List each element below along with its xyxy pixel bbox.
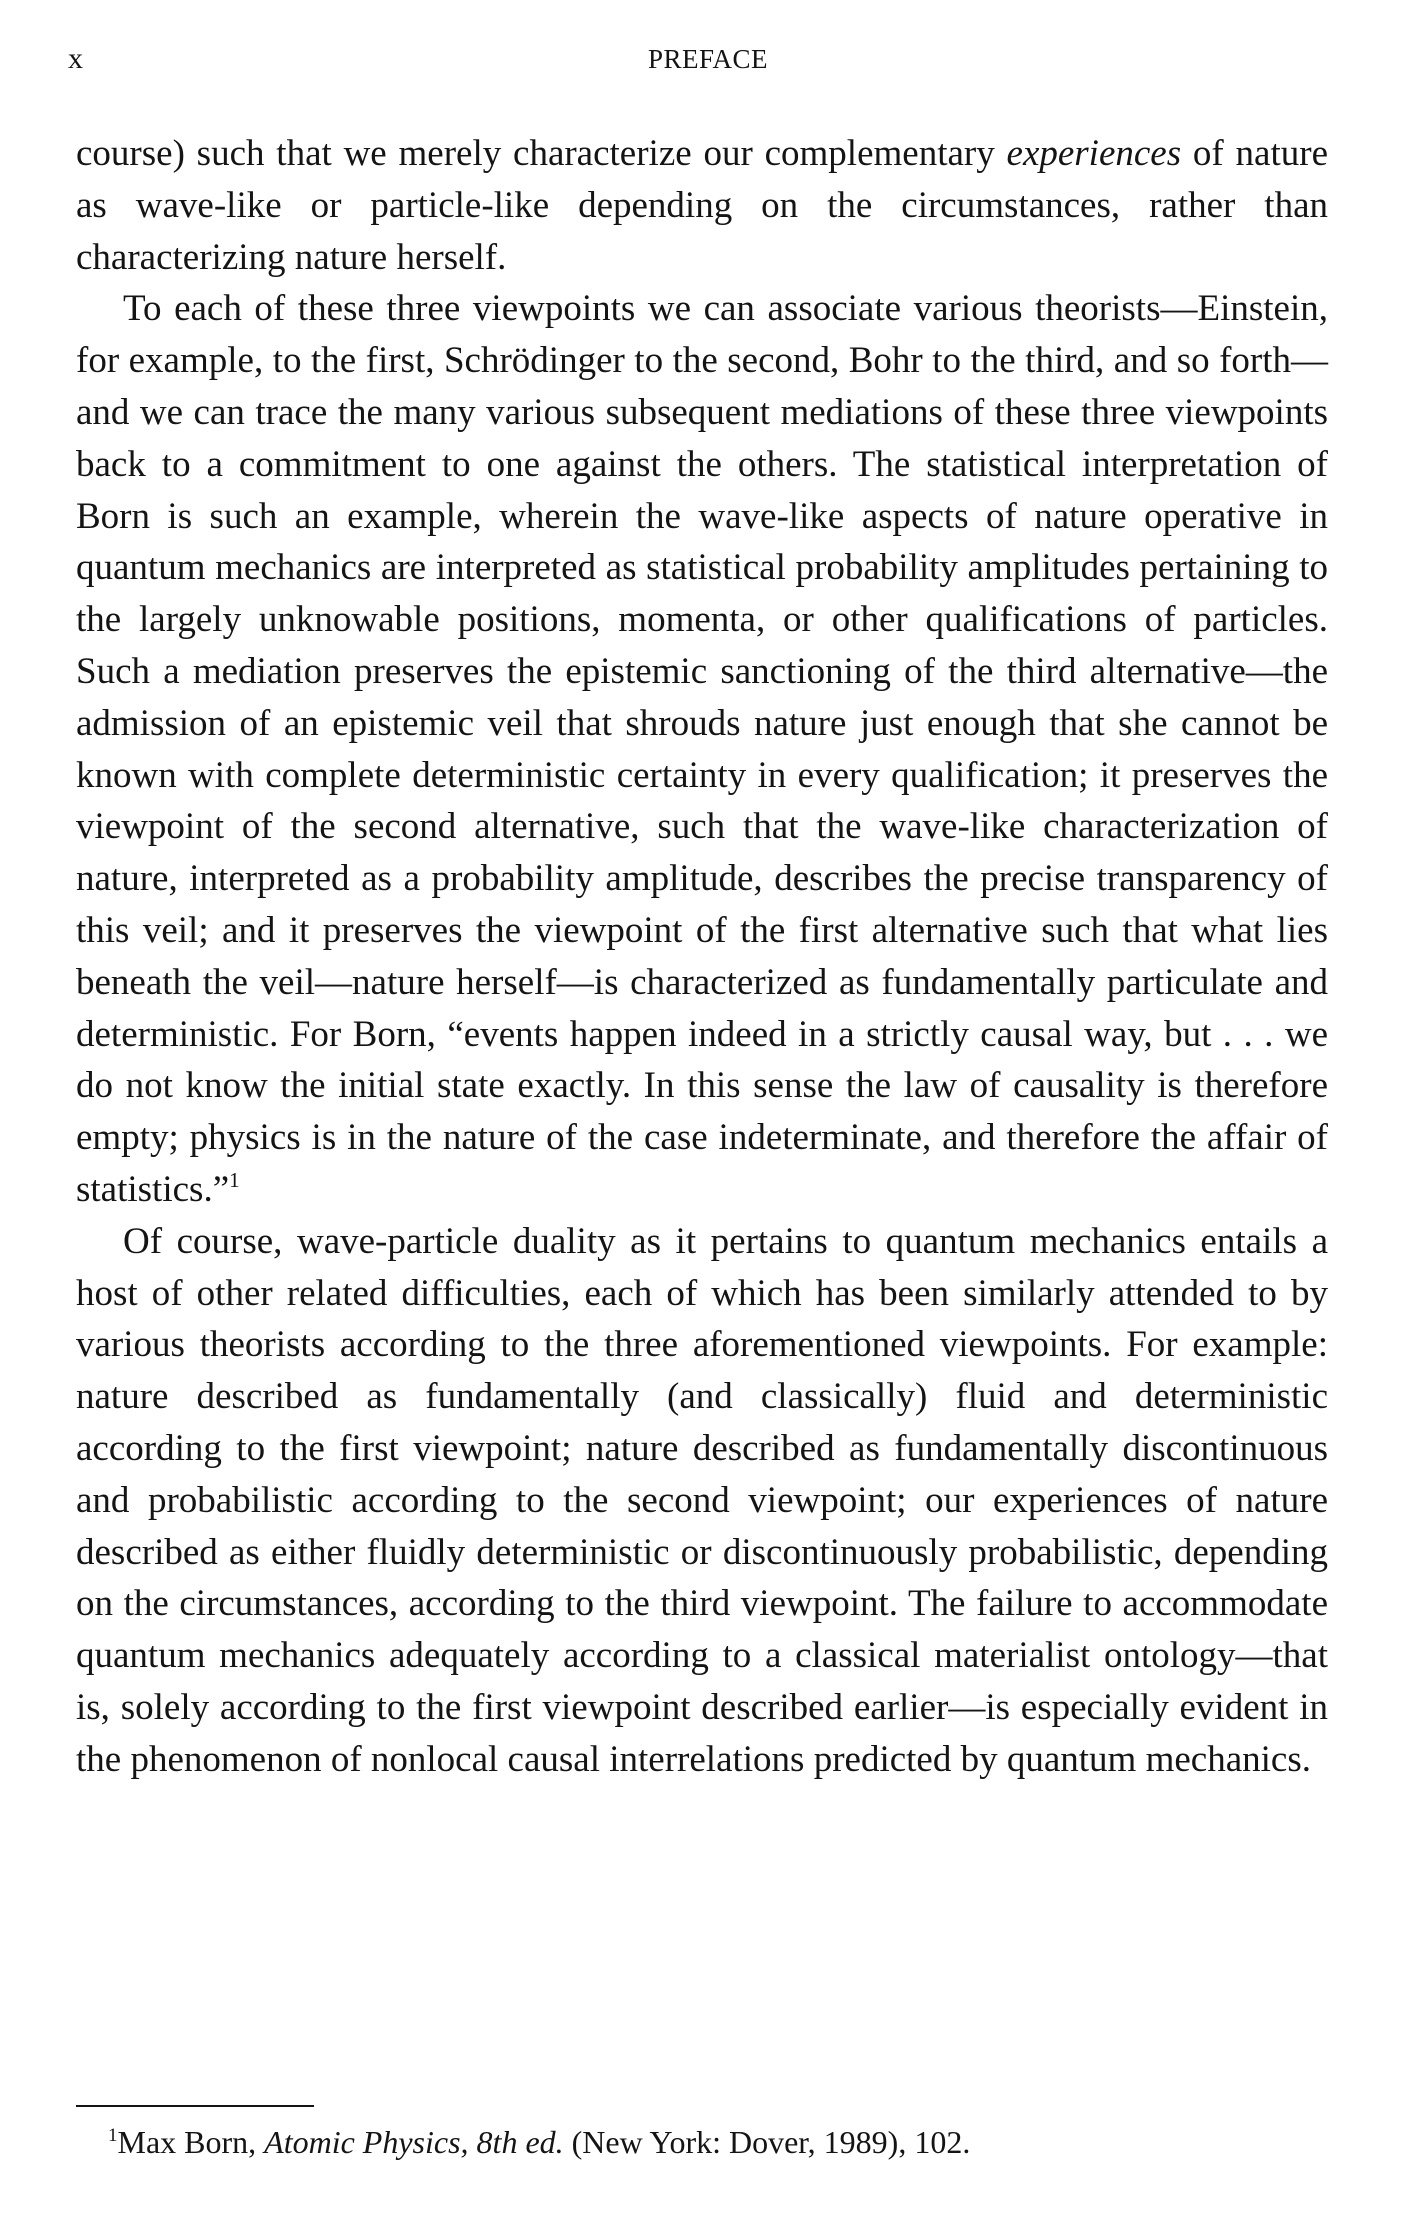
paragraph-born-interpretation (76, 283, 1328, 1215)
emphasis-text: experiences (1006, 133, 1182, 174)
paragraph-text: course) such that we merely characterize our complementary (76, 133, 1007, 174)
footnote-divider (76, 2105, 314, 2107)
page-number: x (68, 42, 83, 75)
running-title: PREFACE (647, 44, 769, 74)
paragraph-continued (76, 128, 1328, 283)
footnote (108, 2122, 1328, 2162)
body-text (76, 128, 1328, 1786)
footnote-publication: (New York: Dover, 1989), 102. (563, 2124, 971, 2160)
footnote-author: Max Born, (117, 2124, 265, 2160)
running-head (68, 42, 1348, 76)
footnote-title: Atomic Physics, 8th ed. (264, 2124, 564, 2160)
paragraph-wave-particle-duality (76, 1216, 1328, 1786)
footnote-reference[interactable]: 1 (229, 1167, 240, 1192)
paragraph-text: To each of these three viewpoints we can associate various theorists—Einstein, for example, to the first, Schrödinger to the second, Bohr to the third, and so forth—and we can trace the many various subsequent mediations of these three viewpoints back to a commitment to one against the others. The statistical interpretation of Born is such an example, wherein the wave-like aspects of nature operative in quantum mechanics are interpreted as statistical probability amplitudes pertaining to the largely unknowable positions, momenta, or other qualifications of particles. Such a mediation preserves the epistemic sanctioning of the third alternative—the admission of an epistemic veil that shrouds nature just enough that she cannot be known with complete deterministic certainty in every qualification; it preserves the viewpoint of the second alternative, such that the wave-like characterization of nature, interpreted as a probability amplitude, describes the precise transparency of this veil; and it preserves the viewpoint of the first alternative such that what lies beneath the veil—nature herself—is characterized as fundamentally particulate and deterministic. For Born, “events happen indeed in a strictly causal way, but . . . we do not know the initial state exactly. In this sense the law of causality is therefore empty; physics is in the nature of the case indeterminate, and therefore the affair of statistics.” (76, 288, 1328, 1210)
paragraph-text: of nature as wave-like or particle-like depending on the circumstances, rather than characterizing nature herself. (76, 133, 1328, 278)
footnote-number: 1 (108, 2125, 118, 2146)
paragraph-text: Of course, wave-particle duality as it pertains to quantum mechanics entails a host of other related difficulties, each of which has been similarly attended to by various theorists according to the three aforementioned viewpoints. For example: nature described as fundamentally (and classically) fluid and deterministic according to the first viewpoint; nature described as fundamentally discontinuous and probabilistic according to the second viewpoint; our experiences of nature described as either fluidly deterministic or discontinuously probabilistic, depending on the circumstances, according to the third viewpoint. The failure to accommodate quantum mechanics adequately according to a classical materialist ontology—that is, solely according to the first viewpoint described earlier—is especially evident in the phenomenon of nonlocal causal interrelations predicted by quantum mechanics. (76, 1220, 1328, 1780)
